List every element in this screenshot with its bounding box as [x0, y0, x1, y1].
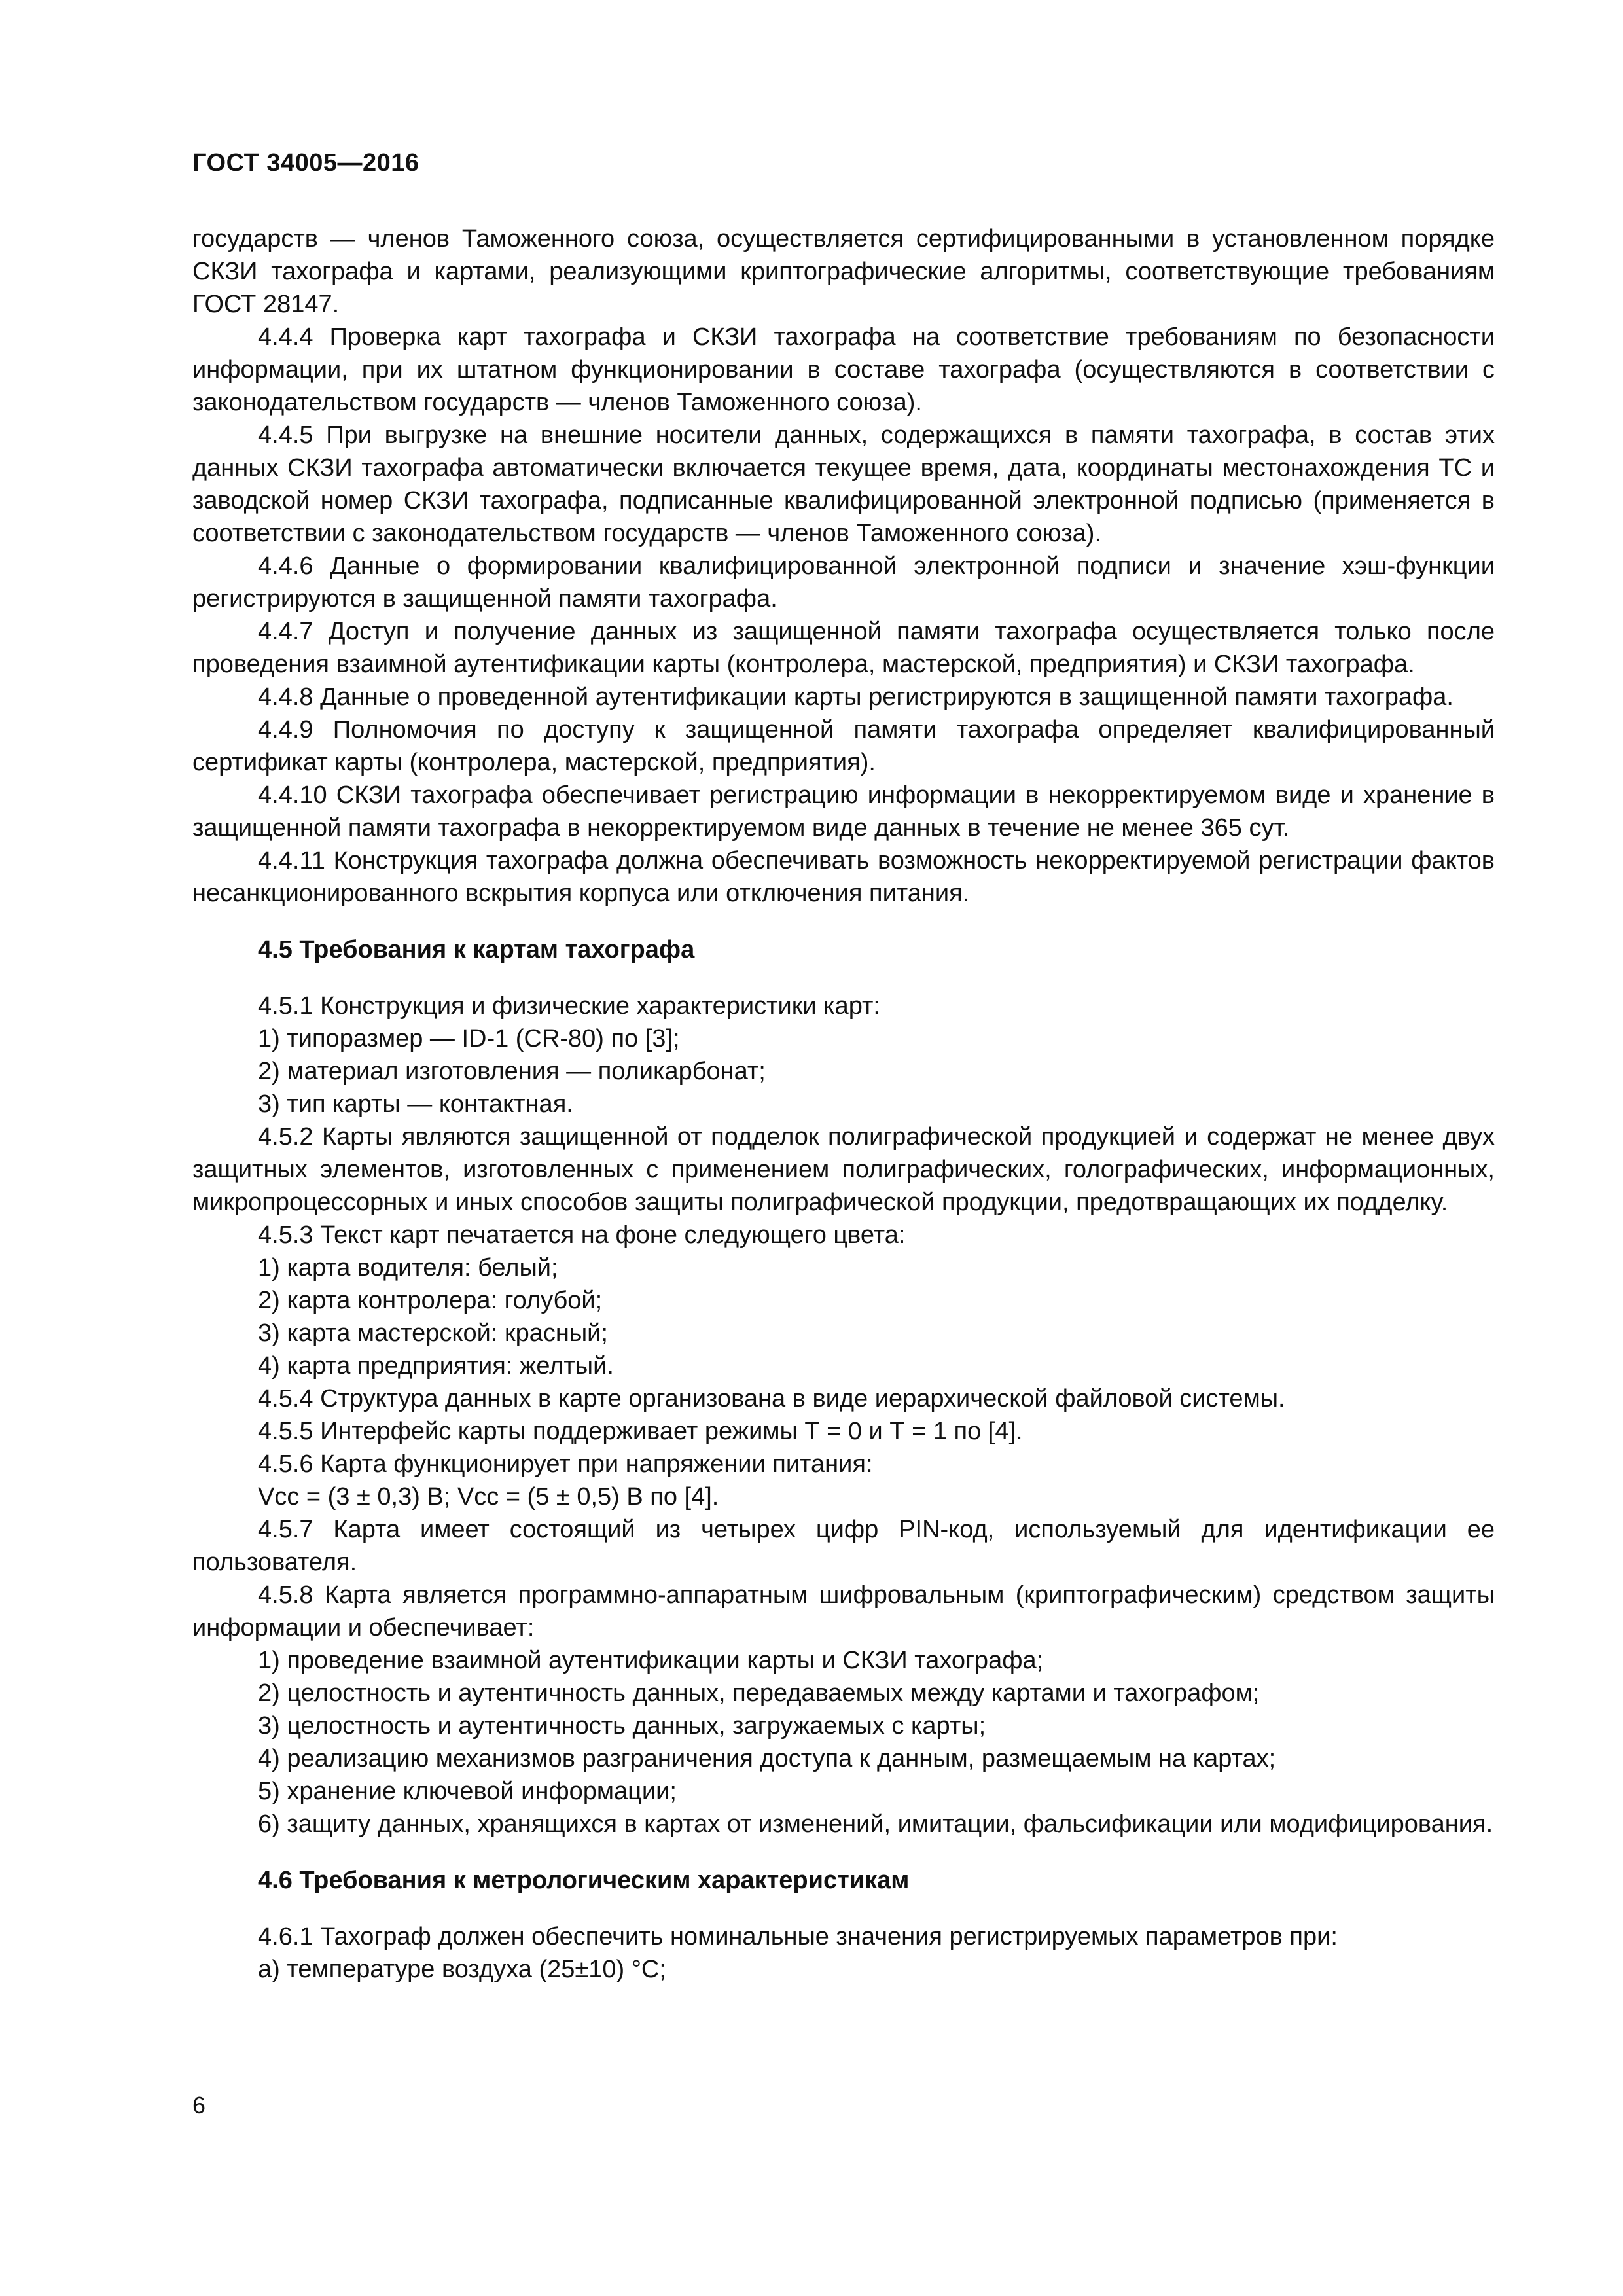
- list-item: 5) хранение ключевой информации;: [258, 1778, 677, 1805]
- list-item: 1) проведение взаимной аутентификации карты и СКЗИ тахографа;: [258, 1647, 1044, 1674]
- list-item: 4) реализацию механизмов разграничения доступа к данным, размещаемым на картах;: [258, 1745, 1276, 1772]
- paragraph: 4.5.2 Карты являются защищенной от подделок полиграфической продукцией и содержат не менее двух защитных элементов, изготовленных с применением полиграфических, голографических, информационных, микропроцессорных и иных способов защиты полиграфической продукции, предотвращающих их подделку.: [192, 1123, 1495, 1216]
- list-item: 4) карта предприятия: желтый.: [258, 1352, 614, 1380]
- paragraph: 4.4.10 СКЗИ тахографа обеспечивает регистрацию информации в некорректируемом виде и хранение в защищенной памяти тахографа в некорректируемом виде данных в течение не менее 365 сут.: [192, 781, 1495, 842]
- paragraph: 4.4.11 Конструкция тахографа должна обеспечивать возможность некорректируемой регистрации фактов несанкционированного вскрытия корпуса или отключения питания.: [192, 847, 1495, 907]
- list-item: 2) целостность и аутентичность данных, передаваемых между картами и тахографом;: [258, 1679, 1260, 1707]
- document-body: [192, 223, 1495, 1986]
- section-heading: 4.5 Требования к картам тахографа: [258, 936, 695, 963]
- list-item: 1) типоразмер — ID-1 (CR-80) по [3];: [258, 1025, 680, 1052]
- paragraph: 4.4.8 Данные о проведенной аутентификации карты регистрируются в защищенной памяти тахографа.: [258, 683, 1454, 711]
- section-heading: 4.6 Требования к метрологическим характеристикам: [258, 1867, 910, 1894]
- paragraph: 4.4.5 При выгрузке на внешние носители данных, содержащихся в памяти тахографа, в состав этих данных СКЗИ тахографа автоматически включается текущее время, дата, координаты местонахождения ТС и заводской номер СКЗИ тахографа, подписанные квалифицированной электронной подписью (применяется в соответствии с законодательством государств — членов Таможенного союза).: [192, 422, 1495, 547]
- paragraph: 4.5.1 Конструкция и физические характеристики карт:: [258, 992, 880, 1020]
- paragraph: 4.5.6 Карта функционирует при напряжении питания:: [258, 1450, 873, 1478]
- list-item: 1) карта водителя: белый;: [258, 1254, 558, 1282]
- list-item: 3) тип карты — контактная.: [258, 1090, 573, 1118]
- paragraph: 4.5.3 Текст карт печатается на фоне следующего цвета:: [258, 1221, 906, 1249]
- paragraph: 4.5.4 Структура данных в карте организована в виде иерархической файловой системы.: [258, 1385, 1285, 1412]
- paragraph: 4.4.7 Доступ и получение данных из защищенной памяти тахографа осуществляется только после проведения взаимной аутентификации карты (контролера, мастерской, предприятия) и СКЗИ тахографа.: [192, 618, 1495, 678]
- paragraph: 4.5.8 Карта является программно-аппаратным шифровальным (криптографическим) средством защиты информации и обеспечивает:: [192, 1581, 1495, 1641]
- paragraph: 4.4.6 Данные о формировании квалифицированной электронной подписи и значение хэш-функции регистрируются в защищенной памяти тахографа.: [192, 552, 1495, 613]
- list-item: 3) целостность и аутентичность данных, загружаемых с карты;: [258, 1712, 986, 1740]
- paragraph: 4.5.7 Карта имеет состоящий из четырех цифр PIN-код, используемый для идентификации ее пользователя.: [192, 1516, 1495, 1576]
- list-item: 2) карта контролера: голубой;: [258, 1287, 603, 1314]
- document-header: ГОСТ 34005—2016: [192, 149, 419, 177]
- list-item: а) температуре воздуха (25±10) °С;: [258, 1956, 666, 1983]
- formula-line: Vcc = (3 ± 0,3) В; Vcc = (5 ± 0,5) В по [4].: [258, 1483, 719, 1511]
- paragraph: 4.4.9 Полномочия по доступу к защищенной памяти тахографа определяет квалифицированный сертификат карты (контролера, мастерской, предприятия).: [192, 716, 1495, 776]
- list-item: 6) защиту данных, хранящихся в картах от изменений, имитации, фальсификации или модифицирования.: [258, 1810, 1493, 1838]
- paragraph: государств — членов Таможенного союза, осуществляется сертифицированными в установленном порядке СКЗИ тахографа и картами, реализующими криптографические алгоритмы, соответствующие требованиям ГОСТ 28147.: [192, 225, 1495, 318]
- paragraph: 4.6.1 Тахограф должен обеспечить номинальные значения регистрируемых параметров при:: [258, 1923, 1338, 1950]
- list-item: 3) карта мастерской: красный;: [258, 1319, 608, 1347]
- paragraph: 4.5.5 Интерфейс карты поддерживает режимы Т = 0 и Т = 1 по [4].: [258, 1418, 1023, 1445]
- list-item: 2) материал изготовления — поликарбонат;: [258, 1058, 766, 1085]
- page-number: 6: [192, 2092, 206, 2119]
- paragraph: 4.4.4 Проверка карт тахографа и СКЗИ тахографа на соответствие требованиям по безопасности информации, при их штатном функционировании в составе тахографа (осуществляются в соответствии с законодательством государств — членов Таможенного союза).: [192, 323, 1495, 416]
